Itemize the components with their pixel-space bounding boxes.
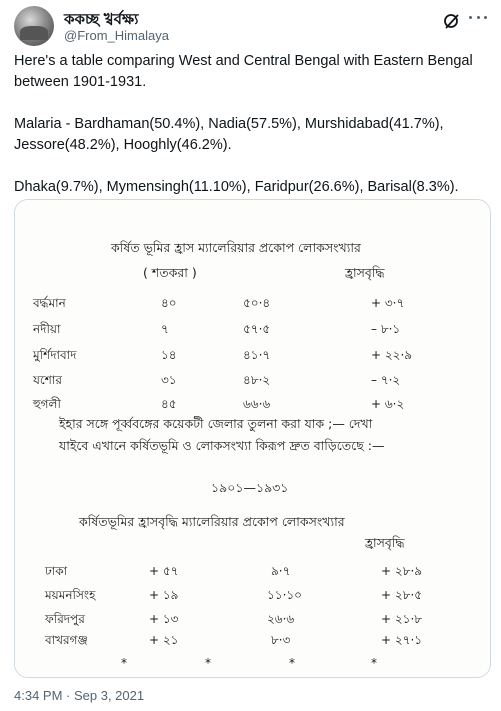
more-options-icon[interactable] <box>469 16 487 22</box>
table1-header: কর্ষিত ভূমির হ্রাস ম্যালেরিয়ার প্রকোপ লোকসংখ্যার <box>111 240 361 255</box>
tweet-line-1: Here's a table comparing West and Central Bengal with Eastern Bengal between 1901-1931. <box>14 53 473 90</box>
tweet-header <box>14 6 489 46</box>
t1-row0-b: ৫০·৪ <box>243 296 271 310</box>
author-handle[interactable]: @From_Himalaya <box>64 28 169 43</box>
t1-row3-a: ৩১ <box>161 373 177 387</box>
table1-sub-left: ( শতকরা ) <box>143 265 197 280</box>
table1-sub-right: হ্রাসবৃদ্ধি <box>345 265 385 280</box>
tweet-timestamp[interactable]: 4:34 PM · Sep 3, 2021 <box>14 688 145 703</box>
divider-star: * <box>371 656 377 670</box>
t2-row0-a: + ৫৭ <box>149 564 179 578</box>
t2-row0-name: ঢাকা <box>45 564 68 578</box>
tweet-text <box>14 51 484 198</box>
paragraph-line-1: ইহার সঙ্গে পূর্ব্ববঙ্গের কয়েকটী জেলার তুলনা করা যাক ;— দেখা <box>59 416 373 431</box>
author-name[interactable]: ককচ্ছ খ্বৰ্বক্ষ্য <box>64 10 139 28</box>
t1-row4-name: হুগলী <box>33 397 61 411</box>
t2-row0-b: ৯·৭ <box>271 564 291 578</box>
t2-row1-b: ১১·১০ <box>267 588 302 602</box>
table2-header: কর্ষিতভূমির হ্রাসবৃদ্ধি ম্যালেরিয়ার প্রকোপ লোকসংখ্যার <box>79 514 345 529</box>
grok-icon[interactable] <box>443 12 461 30</box>
divider-star: * <box>121 656 127 670</box>
t2-row3-a: + ২১ <box>149 633 179 647</box>
t1-row2-a: ১৪ <box>161 348 177 362</box>
divider-star: * <box>205 656 211 670</box>
t1-row1-name: নদীয়া <box>33 322 61 336</box>
t1-row4-b: ৬৬·৬ <box>243 397 271 411</box>
t1-row1-a: ৭ <box>161 322 169 336</box>
t2-row1-name: ময়মনসিংহ <box>45 588 96 602</box>
t1-row1-b: ৫৭·৫ <box>243 322 271 336</box>
t1-row0-name: বৰ্দ্ধমান <box>33 296 66 310</box>
t2-row2-c: + ২১·৮ <box>381 612 423 626</box>
paragraph-line-2: যাইবে এখানে কর্ষিতভূমি ও লোকসংখ্যা কিরূপ দ্রুত বাড়িতেছে :— <box>59 438 385 453</box>
scanned-table-page <box>15 200 490 677</box>
t1-row2-c: + ২২·৯ <box>371 348 413 362</box>
t1-row4-c: + ৬·২ <box>371 397 405 411</box>
t1-row3-name: যশোর <box>33 373 62 387</box>
t1-row2-b: ৪১·৭ <box>243 348 271 362</box>
t2-row3-name: বাখরগঞ্জ <box>45 633 88 647</box>
t2-row1-a: + ১৯ <box>149 588 179 602</box>
year-range: ১৯০১—১৯৩১ <box>211 480 289 495</box>
t2-row3-b: ৮·৩ <box>271 633 291 647</box>
t2-row2-name: ফরিদপুর <box>45 612 85 626</box>
tweet-line-3: Dhaka(9.7%), Mymensingh(11.10%), Faridpur(26.6%), Barisal(8.3%). <box>14 179 459 195</box>
t2-row1-c: + ২৮·৫ <box>381 588 423 602</box>
t2-row2-b: ২৬·৬ <box>267 612 295 626</box>
divider-star: * <box>289 656 295 670</box>
tweet-image[interactable] <box>14 199 491 678</box>
t1-row0-a: ৪০ <box>161 296 177 310</box>
t2-row0-c: + ২৮·৯ <box>381 564 423 578</box>
t1-row4-a: ৪৫ <box>161 397 177 411</box>
t2-row3-c: + ২৭·১ <box>381 633 423 647</box>
t2-row2-a: + ১৩ <box>149 612 179 626</box>
avatar[interactable] <box>14 6 54 46</box>
tweet-line-2: Malaria - Bardhaman(50.4%), Nadia(57.5%), Murshidabad(41.7%), Jessore(48.2%), Hooghly(46.2%). <box>14 116 444 153</box>
t1-row3-c: – ৭·২ <box>371 373 401 387</box>
t1-row3-b: ৪৮·২ <box>243 373 271 387</box>
t1-row0-c: + ৩·৭ <box>371 296 405 310</box>
t1-row2-name: মুর্শিদাবাদ <box>33 348 77 362</box>
table2-sub-right: হ্রাসবৃদ্ধি <box>365 535 405 550</box>
t1-row1-c: – ৮·১ <box>371 322 401 336</box>
